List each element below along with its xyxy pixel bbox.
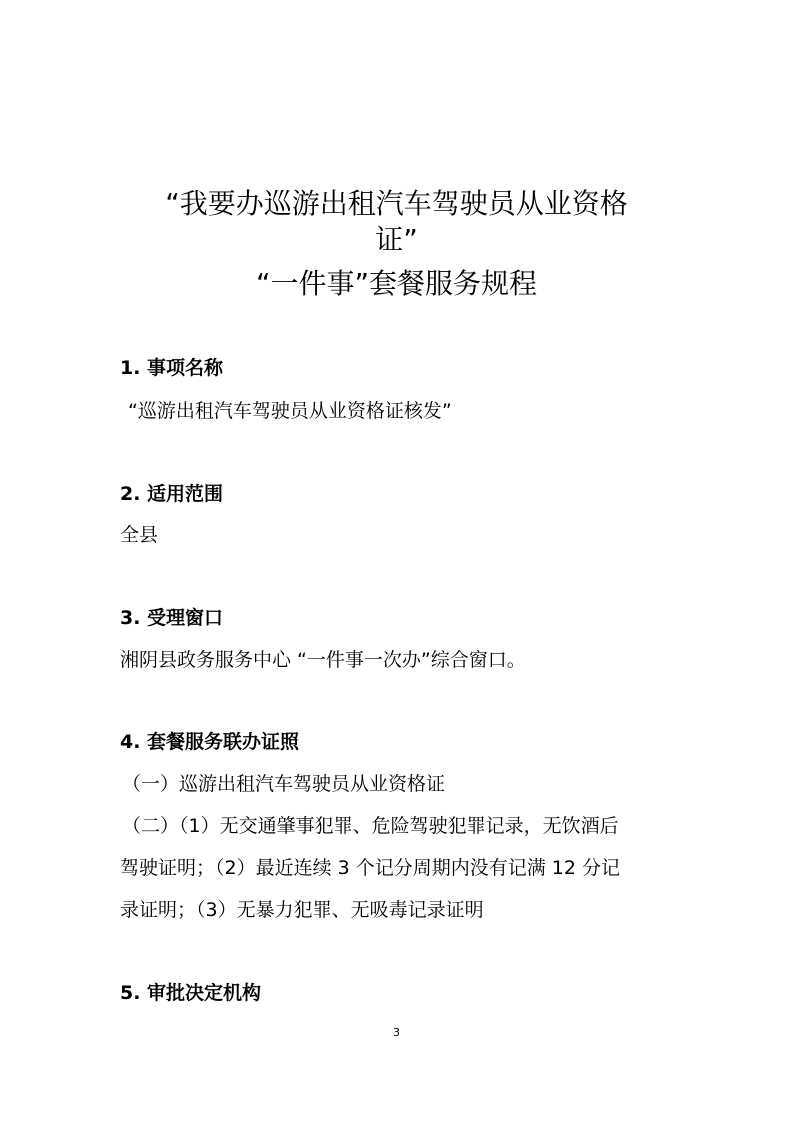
section-4-line-3: 驾驶证明；（2）最近连续 3 个记分周期内没有记满 12 分记 [120,857,621,879]
section-2-heading: 2. 适用范围 [120,483,224,505]
section-3-text: 湘阴县政务服务中心 “一件事一次办”综合窗口。 [120,649,526,671]
section-1-heading: 1. 事项名称 [120,357,224,379]
page-number: 3 [393,1026,400,1039]
document-title-line-1: “我要办巡游出租汽车驾驶员从业资格 [165,187,628,220]
section-5-heading: 5. 审批决定机构 [120,982,262,1004]
document-title-line-3: “一件事”套餐服务规程 [255,267,537,300]
section-3-heading: 3. 受理窗口 [120,607,224,629]
section-4-line-1: （一）巡游出租汽车驾驶员从业资格证 [122,773,446,795]
section-4-line-2: （二）（1）无交通肇事犯罪、危险驾驶犯罪记录，无饮酒后 [122,815,619,837]
section-4-heading: 4. 套餐服务联办证照 [120,731,300,753]
section-4-line-4: 录证明；（3）无暴力犯罪、无吸毒记录证明 [120,899,484,921]
section-1-text: “巡游出租汽车驾驶员从业资格证核发” [128,400,452,422]
section-2-text: 全县 [120,524,159,546]
document-title-line-2: 证” [375,223,418,256]
